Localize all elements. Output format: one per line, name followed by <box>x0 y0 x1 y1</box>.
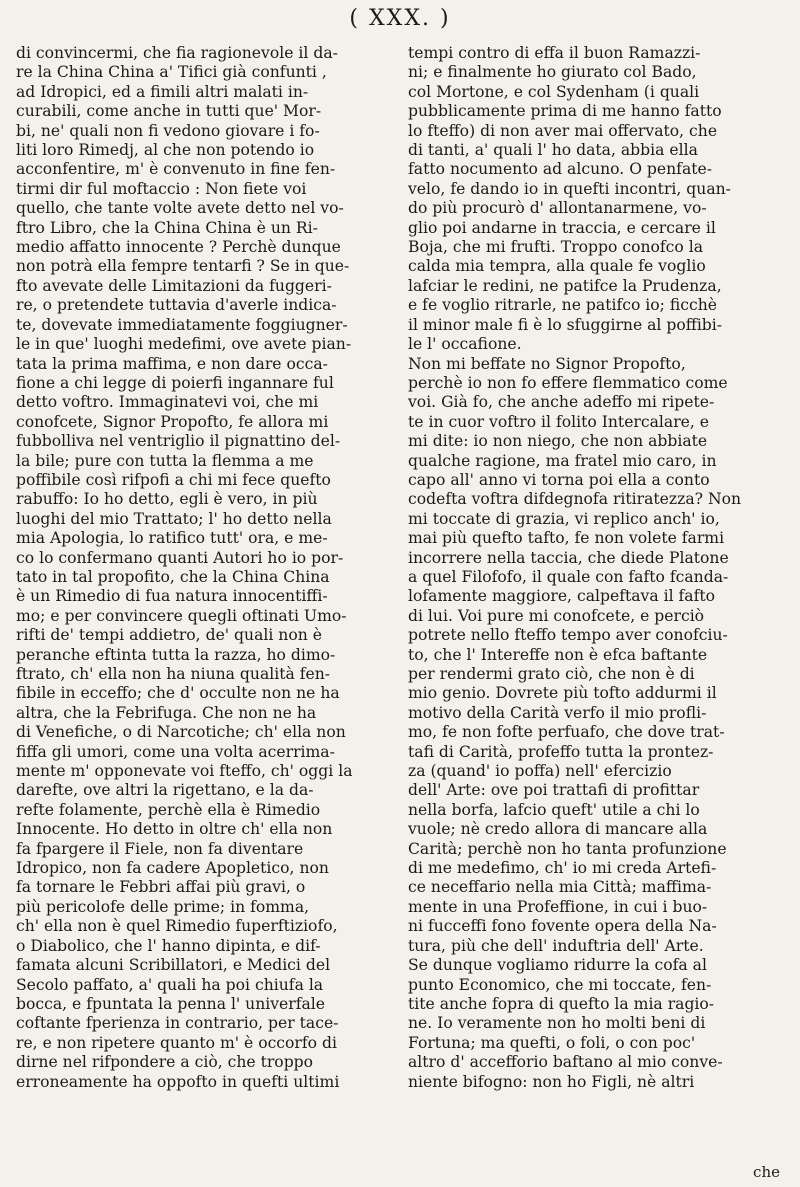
text-line: per rendermi grato ciò, che non è di <box>408 665 695 683</box>
text-line: mi dite: io non niego, che non abbiate <box>408 432 708 451</box>
left-text-column <box>16 44 386 1092</box>
text-line: e fe voglio ritrarle, ne patifco io; ficchè <box>408 296 718 315</box>
text-line: detto voftro. Immaginatevi voi, che mi <box>16 393 319 412</box>
text-line: tato in tal propofito, che la China China <box>16 567 330 586</box>
text-line: nella borfa, lafcio queft' utile a chi lo <box>408 800 700 819</box>
text-line: re, o pretendete tuttavia d'averle indica- <box>16 296 337 315</box>
text-line: re, e non ripetere quanto m' è occorfo di <box>16 1033 337 1052</box>
text-line: lo fteffo) di non aver mai offervato, che <box>408 121 718 140</box>
text-line: tirmi dir ful moftaccio : Non fiete voi <box>16 179 307 198</box>
text-line: mai più quefto tafto, fe non volete farmi <box>408 529 725 548</box>
text-line: ce neceffario nella mia Città; maffima- <box>408 878 712 897</box>
text-line: rifti de' tempi addietro, de' quali non è <box>16 626 322 645</box>
catchword: che <box>753 1163 780 1181</box>
text-line: co lo confermano quanti Autori ho io por- <box>16 548 344 567</box>
text-line: dirne nel rifpondere a ciò, che troppo <box>16 1053 314 1072</box>
text-line: ch' ella non è quel Rimedio fuperftiziofo, <box>16 917 338 936</box>
text-line: luoghi del mio Trattato; l' ho detto nella <box>16 509 332 528</box>
text-line: Innocente. Ho detto in oltre ch' ella non <box>16 820 333 839</box>
text-line: peranche eftinta tutta la razza, ho dimo- <box>16 645 336 664</box>
text-line: famata alcuni Scribillatori, e Medici del <box>16 956 331 975</box>
text-line: di Venefiche, o di Narcotiche; ch' ella non <box>16 723 346 742</box>
text-line: curabili, come anche in tutti que' Mor- <box>16 102 322 121</box>
text-line: motivo della Carità verfo il mio profli- <box>408 703 707 722</box>
text-line: perchè io non fo effere flemmatico come <box>408 373 728 392</box>
text-line: ni fucceffi fono fovente opera della Na- <box>408 917 717 936</box>
text-line: mo, fe non fofte perfuafo, che dove trat- <box>408 723 725 742</box>
text-line: Fortuna; ma quefti, o foli, o con poc' <box>408 1033 696 1052</box>
text-line: niente bifogno: non ho Figli, nè altri <box>408 1072 695 1091</box>
text-line: capo all' anno vi torna poi ella a conto <box>408 470 710 489</box>
text-line: quello, che tante volte avete detto nel vo- <box>16 199 344 218</box>
text-line: lafciar le redini, ne patifce la Prudenza, <box>408 276 722 295</box>
text-line: tata la prima maffima, e non dare occa- <box>16 354 328 373</box>
text-line: fibile in ecceffo; che d' occulte non ne ha <box>16 684 340 703</box>
text-line: Se dunque vogliamo ridurre la cofa al <box>408 956 707 975</box>
page-number-header: ( XXX. ) <box>349 6 451 31</box>
text-line: te, dovevate immediatamente foggiugner- <box>16 315 348 334</box>
text-line: tempi contro di effa il buon Ramazzi- <box>408 44 701 62</box>
text-line: mente in una Profeffione, in cui i buo- <box>408 897 708 916</box>
text-line: di convincermi, che fia ragionevole il da- <box>16 44 338 62</box>
text-line: di me medefimo, ch' io mi creda Artefi- <box>408 859 717 878</box>
right-text-column <box>408 44 778 1092</box>
text-line: Non mi beffate no Signor Propofto, <box>408 354 686 373</box>
text-line: mente m' opponevate voi fteffo, ch' oggi la <box>16 762 353 781</box>
text-line: rabuffo: Io ho detto, egli è vero, in più <box>16 490 318 509</box>
text-line: fa tornare le Febbri affai più gravi, o <box>16 878 306 897</box>
text-line: vuole; nè credo allora di mancare alla <box>408 820 708 839</box>
text-line: punto Economico, che mi toccate, fen- <box>408 975 712 994</box>
text-line: qualche ragione, ma fratel mio caro, in <box>408 451 717 470</box>
text-line: potrete nello fteffo tempo aver conofciu- <box>408 626 728 645</box>
text-line: dell' Arte: ove poi trattafi di profittar <box>408 781 700 800</box>
text-line: Boja, che mi frufti. Troppo conofco la <box>408 238 704 257</box>
text-line: mo; e per convincere quegli oftinati Umo- <box>16 606 347 625</box>
text-line: codefta voftra difdegnofa ritiratezza? Non <box>408 490 742 509</box>
text-line: bi, ne' quali non fi vedono giovare i fo- <box>16 121 320 140</box>
text-line: col Mortone, e col Sydenham (i quali <box>408 82 700 101</box>
text-line: darefte, ove altri la rigettano, e la da- <box>16 781 314 800</box>
text-line: ftrato, ch' ella non ha niuna qualità fen- <box>16 665 331 683</box>
text-line: mi toccate di grazia, vi replico anch' io, <box>408 509 720 528</box>
text-line: do più procurò d' allontanarmene, vo- <box>408 199 707 218</box>
text-line: a quel Filofofo, il quale con fafto fcanda- <box>408 567 729 586</box>
text-line: glio poi andarne in traccia, e cercare il <box>408 218 716 237</box>
text-line: ad Idropici, ed a fimili altri malati in- <box>16 82 309 101</box>
text-line: tite anche fopra di quefto la mia ragio- <box>408 994 715 1013</box>
text-line: o Diabolico, che l' hanno dipinta, e dif- <box>16 936 321 955</box>
text-line: za (quand' io poffa) nell' efercizio <box>408 762 672 781</box>
text-line: erroneamente ha oppofto in quefti ultimi <box>16 1072 340 1091</box>
text-line: coftante fperienza in contrario, per tace- <box>16 1014 339 1033</box>
text-line: le in que' luoghi medefimi, ove avete pian- <box>16 335 352 354</box>
text-line: fto avevate delle Limitazioni da fuggeri- <box>16 276 332 295</box>
text-line: fione a chi legge di poierfi ingannare ful <box>16 373 334 392</box>
text-line: mio genio. Dovrete più tofto addurmi il <box>408 684 717 703</box>
text-line: Idropico, non fa cadere Apopletico, non <box>16 859 329 878</box>
text-line: fiffa gli umori, come una volta acerrima- <box>16 742 335 761</box>
text-line: le l' occafione. <box>408 335 522 354</box>
text-line: calda mia tempra, alla quale fe voglio <box>408 257 706 276</box>
text-line: mia Apologia, lo ratifico tutt' ora, e me- <box>16 529 328 548</box>
text-line: fatto nocumento ad alcuno. O penfate- <box>408 160 713 179</box>
text-line: più pericolofe delle prime; in fomma, <box>16 897 310 916</box>
text-line: non potrà ella fempre tentarfi ? Se in que- <box>16 257 350 276</box>
text-line: liti loro Rimedj, al che non potendo io <box>16 141 315 160</box>
text-line: refte folamente, perchè ella è Rimedio <box>16 800 321 819</box>
text-line: ni; e finalmente ho giurato col Bado, <box>408 63 697 82</box>
text-line: bocca, e fpuntata la penna l' univerfale <box>16 994 326 1013</box>
text-line: la bile; pure con tutta la flemma a me <box>16 451 314 470</box>
text-line: è un Rimedio di fua natura innocentiffi- <box>16 587 328 606</box>
text-line: poffibile così rifpofi a chi mi fece quefto <box>16 470 331 489</box>
text-line: te in cuor voftro il folito Intercalare, e <box>408 412 710 431</box>
text-line: acconfentire, m' è convenuto in fine fen- <box>16 160 336 179</box>
text-line: ftro Libro, che la China China è un Ri- <box>16 218 318 237</box>
text-line: di tanti, a' quali l' ho data, abbia ella <box>408 141 698 160</box>
text-line: velo, fe dando io in quefti incontri, quan- <box>408 179 731 198</box>
text-line: il minor male fi è lo sfuggirne al poffibi- <box>408 315 723 334</box>
text-line: tafi di Carità, profeffo tutta la prontez- <box>408 742 714 761</box>
text-line: lofamente maggiore, calpeftava il fafto <box>408 587 716 606</box>
text-line: di lui. Voi pure mi conofcete, e perciò <box>408 606 705 625</box>
text-line: fa fpargere il Fiele, non fa diventare <box>16 839 304 858</box>
text-line: pubblicamente prima di me hanno fatto <box>408 102 722 121</box>
text-line: ne. Io veramente non ho molti beni di <box>408 1014 706 1033</box>
text-line: to, che l' Intereffe non è efca baftante <box>408 645 708 664</box>
text-line: voi. Già fo, che anche adeffo mi ripete- <box>408 393 715 412</box>
text-line: Secolo paffato, a' quali ha poi chiufa la <box>16 975 324 994</box>
text-line: re la China China a' Tifici già confunti , <box>16 63 327 82</box>
text-line: incorrere nella taccia, che diede Platone <box>408 548 729 567</box>
text-line: fubbolliva nel ventriglio il pignattino del- <box>16 432 341 451</box>
text-line: medio affatto innocente ? Perchè dunque <box>16 238 341 257</box>
text-line: Carità; perchè non ho tanta profunzione <box>408 839 727 858</box>
text-line: altra, che la Febrifuga. Che non ne ha <box>16 703 317 722</box>
text-line: tura, più che dell' induftria dell' Arte. <box>408 936 704 955</box>
text-line: conofcete, Signor Propofto, fe allora mi <box>16 412 329 431</box>
text-line: altro d' accefforio baftano al mio conve- <box>408 1053 723 1072</box>
